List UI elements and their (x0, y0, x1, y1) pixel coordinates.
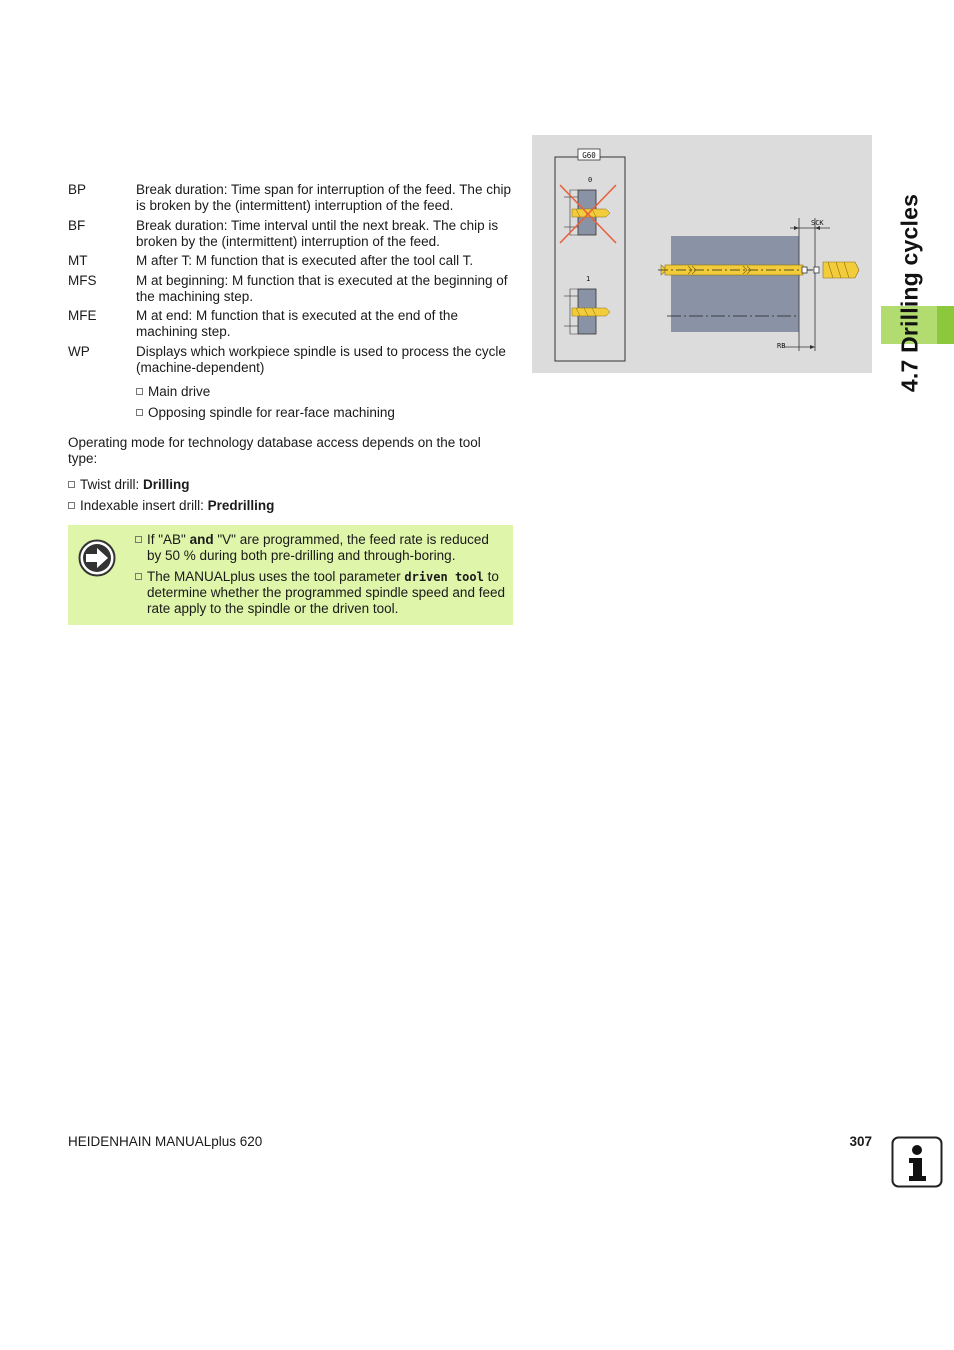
parameter-code: WP (68, 343, 90, 359)
drill-type-label: Indexable insert drill: (80, 498, 208, 513)
note-list (135, 532, 505, 622)
rb-label: RB (777, 342, 786, 350)
parameter-row (68, 218, 513, 250)
g-code-label: G60 (582, 151, 596, 160)
parameter-description: Displays which workpiece spindle is used to process the cycle (machine-dependent) (136, 343, 506, 375)
parameter-row (68, 273, 513, 305)
note-text-bold: and (189, 532, 214, 547)
square-bullet-icon (135, 536, 142, 543)
list-item (68, 477, 274, 493)
section-title-vertical (890, 180, 930, 405)
note-item (135, 569, 505, 617)
note-item (135, 532, 505, 564)
note-text-part: to determine whether the programmed spindle speed and feed rate apply to the spindle or the driven tool. (147, 569, 505, 616)
square-bullet-icon (68, 481, 75, 488)
parameter-row (68, 182, 513, 214)
wp-option-label: Main drive (148, 384, 211, 399)
wp-option-label: Opposing spindle for rear-face machining (148, 405, 395, 420)
position-label: 0 (588, 176, 593, 184)
note-text-part: If "AB" (147, 532, 190, 547)
note-text-part: The MANUALplus uses the tool parameter (147, 569, 405, 584)
sck-label: SCK (811, 219, 824, 227)
note-text (147, 532, 505, 564)
parameter-description: Break duration: Time span for interruption of the feed. The chip is broken by the (intermittent) interruption of the feed. (136, 182, 511, 213)
drilling-diagram (532, 135, 872, 373)
arrow-right-icon (78, 539, 116, 577)
parameter-code: BP (68, 182, 87, 197)
tool-parameter-code: driven tool (404, 570, 484, 584)
position-label: 1 (586, 275, 591, 283)
parameter-code: MFE (68, 308, 97, 323)
footer-manual-name: HEIDENHAIN MANUALplus 620 (68, 1134, 263, 1149)
parameter-description: M after T: M function that is executed after the tool call T. (136, 253, 474, 268)
info-icon (891, 1136, 943, 1188)
note-text-part: "V" are programmed, the feed rate is reduced by 50 % during both pre-drilling and through-boring. (147, 532, 489, 563)
parameter-row (68, 253, 513, 269)
note-text (147, 569, 505, 617)
parameter-description: M at beginning: M function that is executed at the beginning of the machining step. (136, 272, 508, 304)
square-bullet-icon (135, 573, 142, 580)
list-item (136, 405, 395, 421)
list-item (68, 498, 274, 514)
square-bullet-icon (136, 409, 143, 416)
parameter-list (68, 182, 513, 379)
section-title: 4.7 Drilling cycles (896, 193, 923, 392)
square-bullet-icon (136, 388, 143, 395)
list-item (136, 384, 395, 400)
parameter-code: BF (68, 217, 86, 233)
parameter-code: MT (68, 253, 88, 268)
parameter-row (68, 344, 513, 376)
parameter-code: MFS (68, 272, 97, 288)
square-bullet-icon (68, 502, 75, 509)
drilling-figure (532, 135, 872, 373)
drill-type-list (68, 477, 274, 519)
operating-mode-paragraph: Operating mode for technology database access depends on the tool type: (68, 435, 481, 466)
drill-type-label: Twist drill: (80, 477, 144, 492)
note-box (68, 525, 513, 625)
page-number: 307 (849, 1134, 872, 1149)
drill-type-mode: Predrilling (207, 498, 275, 513)
wp-option-list (136, 384, 395, 426)
parameter-row (68, 308, 513, 340)
parameter-description: M at end: M function that is executed at the end of the machining step. (136, 308, 458, 339)
drill-type-mode: Drilling (143, 477, 190, 492)
parameter-description: Break duration: Time interval until the next break. The chip is broken by the (intermittent) interruption of the feed. (136, 217, 499, 249)
